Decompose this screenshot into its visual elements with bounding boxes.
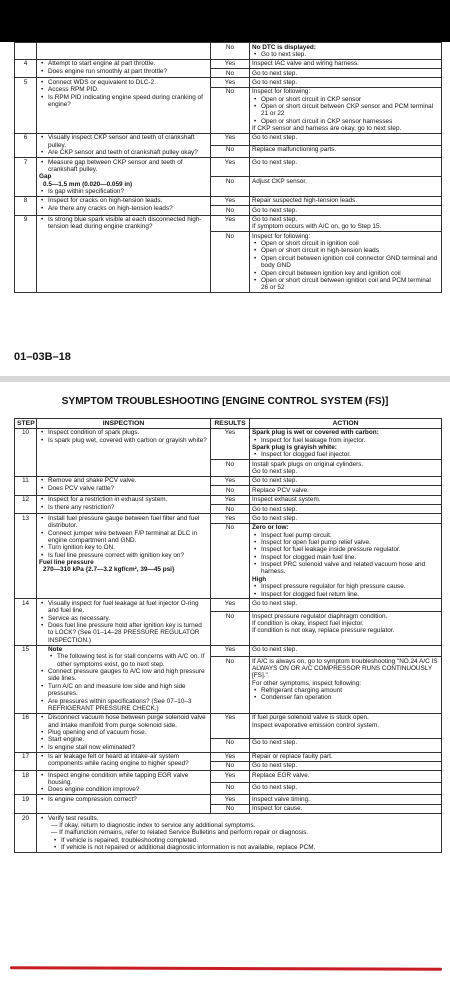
action-text: Go to next step. bbox=[252, 599, 298, 607]
bullet-item: • Condenser fan operation bbox=[261, 694, 439, 701]
action-text: Inspect evaporative emission control system. bbox=[252, 721, 380, 729]
bullet-item: • Turn ignition key to ON. bbox=[48, 544, 208, 551]
action-cell bbox=[250, 59, 442, 68]
red-underline-mark bbox=[10, 966, 442, 971]
action-text: Go to next step. bbox=[252, 646, 298, 654]
final-line: — If malfunction remains, refer to related Service Bulletins and perform repair or diagnosis. bbox=[51, 829, 309, 837]
bullet-item: • Inspect for fuel leakage from injector. bbox=[261, 437, 439, 444]
bullet-item: • Install fuel pressure gauge between fuel filter and fuel distributor. bbox=[48, 515, 208, 530]
inspection-list bbox=[39, 714, 208, 751]
step-cell: 10 bbox=[15, 428, 37, 476]
action-heading: Zero or low: bbox=[252, 524, 289, 532]
table-row bbox=[15, 752, 442, 761]
action-cell bbox=[250, 177, 442, 196]
step-cell: 19 bbox=[15, 795, 37, 814]
action-cell bbox=[250, 133, 442, 145]
inspection-cell bbox=[37, 495, 211, 514]
step-cell: 17 bbox=[15, 752, 37, 771]
action-text: Replace PCV valve. bbox=[252, 486, 309, 494]
action-text: Inspect for cause. bbox=[252, 805, 303, 813]
action-cell bbox=[250, 713, 442, 738]
action-list bbox=[252, 583, 439, 598]
action-text: Go to next step. bbox=[252, 206, 298, 214]
inspection-cell bbox=[37, 645, 211, 713]
spec-value: 270—310 kPa {2.7—3.2 kgf/cm², 39—45 psi} bbox=[43, 566, 175, 574]
result-cell: Yes bbox=[211, 771, 250, 783]
bullet-item: • Inspect for clogged fuel injector. bbox=[261, 451, 439, 458]
bullet-item: • Inspect for open fuel pump relief valve. bbox=[261, 539, 439, 546]
result-cell: Yes bbox=[211, 645, 250, 657]
action-text: Replace malfunctioning parts. bbox=[252, 146, 337, 154]
result-cell: No bbox=[211, 206, 250, 215]
symptom-troubleshooting-table bbox=[14, 418, 442, 853]
inspection-cell bbox=[37, 133, 211, 157]
step-cell: 12 bbox=[15, 495, 37, 514]
bullet-item: • Inspect condition of spark plugs. bbox=[48, 429, 208, 436]
result-cell: Yes bbox=[211, 196, 250, 205]
step-cell: 16 bbox=[15, 713, 37, 752]
result-cell: Yes bbox=[211, 59, 250, 68]
action-cell bbox=[250, 612, 442, 645]
bullet-item: • Measure gap between CKP sensor and teeth of crankshaft pulley. bbox=[48, 159, 208, 174]
table-row bbox=[15, 196, 442, 205]
header-step: STEP bbox=[15, 419, 37, 429]
bullet-item: • Inspect for cracks on high-tension leads. bbox=[48, 197, 208, 204]
action-text: Inspect for following: bbox=[252, 88, 311, 96]
action-heading: Spark plug is wet or covered with carbon: bbox=[252, 429, 379, 437]
result-cell: No bbox=[211, 738, 250, 752]
action-list bbox=[252, 51, 439, 58]
action-text: Inspect valve timing. bbox=[252, 795, 310, 803]
table-row bbox=[15, 133, 442, 145]
bullet-item: • Are there any cracks on high-tension leads? bbox=[48, 205, 208, 212]
bullet-item: • Verify test results. bbox=[48, 815, 439, 822]
action-text: Go to next step. bbox=[252, 158, 298, 166]
result-cell: Yes bbox=[211, 158, 250, 177]
action-list bbox=[252, 451, 439, 458]
result-cell: Yes bbox=[211, 428, 250, 459]
action-cell bbox=[250, 87, 442, 133]
action-text: Adjust CKP sensor. bbox=[252, 177, 307, 185]
bullet-item: • Open circuit between ignition key and ignition coil bbox=[261, 270, 439, 277]
action-text: Go to next step. bbox=[252, 468, 298, 476]
result-cell: No bbox=[211, 232, 250, 293]
step-cell: 5 bbox=[15, 78, 37, 134]
note-label: Note bbox=[48, 646, 63, 654]
action-text: Inspect for following: bbox=[252, 232, 311, 240]
bullet-item: • If vehicle is repaired, troubleshooting completed. bbox=[61, 837, 439, 844]
step-cell: 8 bbox=[15, 196, 37, 215]
action-text: Go to next step. bbox=[252, 514, 298, 522]
action-list bbox=[252, 96, 439, 125]
result-cell: Yes bbox=[211, 599, 250, 612]
result-cell: Yes bbox=[211, 476, 250, 485]
action-text: Go to next step. bbox=[252, 216, 298, 224]
bullet-item: • Connect pressure gauges to A/C low and high pressure side lines. bbox=[48, 668, 208, 683]
bullet-item: • Open or short circuit in CKP sensor bbox=[261, 96, 439, 103]
bullet-item: • Is engine stall now eliminated? bbox=[48, 744, 208, 751]
bullet-item: • Attempt to start engine at part throttle. bbox=[48, 60, 208, 67]
action-heading: High bbox=[252, 575, 267, 583]
inspection-list bbox=[39, 668, 208, 712]
action-cell bbox=[250, 657, 442, 714]
bullet-item: • Open or short circuit in CKP sensor harnesses bbox=[261, 118, 439, 125]
action-cell bbox=[250, 645, 442, 657]
action-cell bbox=[250, 523, 442, 599]
bullet-item: • Inspect for clogged fuel return line. bbox=[261, 591, 439, 598]
bullet-item: • Is air leakage felt or heard at intake-air system components while racing engine to higher speed? bbox=[48, 753, 208, 768]
action-cell bbox=[250, 215, 442, 232]
table-row bbox=[15, 43, 442, 60]
result-cell: No bbox=[211, 804, 250, 813]
step-cell bbox=[15, 43, 37, 60]
spec-label: Gap bbox=[39, 173, 52, 181]
action-text: Go to next step. bbox=[252, 762, 298, 770]
bullet-item: • Is fuel line pressure correct with ignition key on? bbox=[48, 552, 208, 559]
action-cell bbox=[250, 43, 442, 60]
inspection-list bbox=[39, 79, 208, 108]
action-heading: Spark plug is grayish white: bbox=[252, 444, 337, 452]
action-text: Go to next step. bbox=[252, 477, 298, 485]
step-cell: 7 bbox=[15, 158, 37, 197]
table-row bbox=[15, 771, 442, 783]
table-row-final bbox=[15, 814, 442, 853]
table-row bbox=[15, 78, 442, 87]
top-black-bar bbox=[0, 0, 450, 42]
bullet-item: • The following test is for stall concerns with A/C on. If other symptoms exist, go to next step. bbox=[57, 653, 208, 668]
table-row bbox=[15, 713, 442, 738]
action-cell bbox=[250, 145, 442, 157]
bullet-item: • Open or short circuit between ignition coil and PCM terminal 26 or 52 bbox=[261, 277, 439, 292]
result-cell: No bbox=[211, 657, 250, 714]
action-text: Repair or replace faulty part. bbox=[252, 753, 333, 761]
final-line: — If okay, return to diagnostic index to service any additional symptoms. bbox=[51, 821, 256, 829]
inspection-cell bbox=[37, 752, 211, 771]
action-text: If condition is okay, inspect fuel injector. bbox=[252, 620, 364, 628]
action-cell bbox=[250, 69, 442, 78]
result-cell: No bbox=[211, 523, 250, 599]
bullet-item: • Are CKP sensor and teeth of crankshaft pulley okay? bbox=[48, 149, 208, 156]
bullet-item: • Does fuel line pressure hold after ignition key is turned to LOCK? (See 01–14–28 PRESSURE REGULATOR INSPECTION.) bbox=[48, 622, 208, 644]
inspection-list bbox=[39, 515, 208, 559]
table-row bbox=[15, 59, 442, 68]
bullet-item: • Is spark plug wet, covered with carbon or grayish white? bbox=[48, 437, 208, 444]
action-heading: No DTC is displayed: bbox=[252, 43, 316, 51]
action-cell bbox=[250, 78, 442, 87]
action-list bbox=[252, 532, 439, 576]
table-row bbox=[15, 599, 442, 612]
bullet-item: • Inspect for clogged main fuel line. bbox=[261, 554, 439, 561]
action-cell bbox=[250, 599, 442, 612]
header-results: RESULTS bbox=[211, 419, 250, 429]
page-title: SYMPTOM TROUBLESHOOTING [ENGINE CONTROL SYSTEM (FS)] bbox=[61, 396, 389, 407]
step-cell: 15 bbox=[15, 645, 37, 713]
action-cell bbox=[250, 428, 442, 459]
result-cell: Yes bbox=[211, 752, 250, 761]
table-header-row bbox=[15, 419, 442, 429]
action-cell bbox=[250, 761, 442, 770]
action-text: Go to next step. bbox=[252, 134, 298, 142]
table-row bbox=[15, 158, 442, 177]
page-number: 01–03B–18 bbox=[14, 351, 71, 363]
step-cell: 4 bbox=[15, 59, 37, 78]
action-text: Inspect IAC valve and wiring harness. bbox=[252, 60, 359, 68]
spec-value: 0.5—1.5 mm (0.020—0.059 in) bbox=[43, 180, 133, 188]
bullet-item: • Go to next step. bbox=[261, 51, 439, 58]
bullet-item: • Does engine run smoothly at part throttle? bbox=[48, 68, 208, 75]
action-cell bbox=[250, 476, 442, 485]
result-cell: No bbox=[211, 43, 250, 60]
final-step-cell bbox=[37, 814, 442, 853]
action-list bbox=[252, 687, 439, 702]
action-text: If A/C is always on, go to symptom troubleshooting "NO.24 A/C IS ALWAYS ON OR A/C COMPRESSOR RUNS CONTINUOUSLY [FS]." bbox=[252, 657, 438, 680]
bullet-item: • Connect WDS or equivalent to DLC-2. bbox=[48, 79, 208, 86]
inspection-cell bbox=[37, 476, 211, 495]
step-cell: 18 bbox=[15, 771, 37, 795]
action-text: Inspect exhaust system. bbox=[252, 496, 321, 504]
bullet-item: • Is there any restriction? bbox=[48, 504, 208, 511]
bullet-item: • Open or short circuit in high-tension leads bbox=[261, 247, 439, 254]
bullet-item: • Remove and shake PCV valve. bbox=[48, 477, 208, 484]
troubleshooting-table-continued bbox=[14, 42, 442, 293]
result-cell: Yes bbox=[211, 495, 250, 504]
bullet-item: • Open or short circuit in ignition coil bbox=[261, 240, 439, 247]
bullet-item: • Is strong blue spark visible at each disconnected high-tension lead during engine cranking? bbox=[48, 216, 208, 231]
result-cell: Yes bbox=[211, 215, 250, 232]
table-row bbox=[15, 645, 442, 657]
inspection-cell bbox=[37, 599, 211, 645]
action-text: If symptom occurs with A/C on, go to Step 15. bbox=[252, 223, 382, 231]
action-cell bbox=[250, 783, 442, 795]
inspection-cell bbox=[37, 59, 211, 78]
action-cell bbox=[250, 232, 442, 293]
table-row bbox=[15, 795, 442, 804]
header-inspection: INSPECTION bbox=[37, 419, 211, 429]
bullet-item: • Inspect engine condition while tapping EGR valve housing. bbox=[48, 772, 208, 787]
step-cell: 14 bbox=[15, 599, 37, 645]
action-text: Go to next step. bbox=[252, 78, 298, 86]
bullet-item: • Turn A/C on and measure low side and high side pressures. bbox=[48, 683, 208, 698]
bullet-item: • Connect jumper wire between F/P terminal at DLC in engine compartment and GND. bbox=[48, 530, 208, 545]
inspection-list bbox=[39, 159, 208, 174]
result-cell: Yes bbox=[211, 133, 250, 145]
result-cell: Yes bbox=[211, 78, 250, 87]
action-text: If condition is not okay, replace pressure regulator. bbox=[252, 627, 395, 635]
bullet-item: • If vehicle is not repaired or additional diagnostic information is not available, replace PCM. bbox=[61, 844, 439, 851]
bullet-item: • Is engine compression correct? bbox=[48, 796, 208, 803]
table-row bbox=[15, 476, 442, 485]
bullet-item: • Is gap within specification? bbox=[48, 188, 208, 195]
bullet-item: • Inspect PRC solenoid valve and related vacuum hose and harness. bbox=[261, 561, 439, 576]
bullet-item: • Visually inspect for fuel leakage at fuel injector O-ring and fuel line. bbox=[48, 600, 208, 615]
bullet-item: • Open circuit between ignition coil connector GND terminal and body GND bbox=[261, 255, 439, 270]
bullet-item: • Inspect for fuel leakage inside pressure regulator. bbox=[261, 546, 439, 553]
step-cell: 11 bbox=[15, 476, 37, 495]
action-cell bbox=[250, 795, 442, 804]
result-cell: Yes bbox=[211, 514, 250, 523]
action-cell bbox=[250, 804, 442, 813]
header-action: ACTION bbox=[250, 419, 442, 429]
spec-label: Fuel line pressure bbox=[39, 559, 94, 567]
action-list bbox=[252, 437, 439, 444]
bullet-item: • Open or short circuit between CKP sensor and PCM terminal 21 or 22 bbox=[261, 103, 439, 118]
step-cell: 20 bbox=[15, 814, 37, 853]
action-cell bbox=[250, 486, 442, 495]
action-cell bbox=[250, 771, 442, 783]
result-cell: No bbox=[211, 145, 250, 157]
action-text: Go to next step. bbox=[252, 739, 298, 747]
result-cell: No bbox=[211, 69, 250, 78]
result-cell: No bbox=[211, 177, 250, 196]
step-cell: 9 bbox=[15, 215, 37, 293]
inspection-list bbox=[39, 188, 208, 195]
inspection-cell bbox=[37, 196, 211, 215]
action-text: Go to next step. bbox=[252, 69, 298, 77]
inspection-cell bbox=[37, 713, 211, 752]
action-text: Repair suspected high-tension leads. bbox=[252, 197, 358, 205]
action-cell bbox=[250, 495, 442, 504]
final-bullets bbox=[39, 837, 439, 852]
bullet-item: • Plug opening end of vacuum hose. bbox=[48, 729, 208, 736]
action-list bbox=[252, 240, 439, 292]
action-text: Replace EGR valve. bbox=[252, 771, 310, 779]
inspection-cell bbox=[37, 215, 211, 293]
final-list bbox=[39, 815, 439, 822]
action-text: Inspect pressure regulator diaphragm condition. bbox=[252, 612, 388, 620]
action-text: If CKP sensor and harness are okay, go to next step. bbox=[252, 125, 402, 133]
action-cell bbox=[250, 206, 442, 215]
result-cell: No bbox=[211, 505, 250, 514]
inspection-list bbox=[39, 496, 208, 511]
table-row bbox=[15, 215, 442, 232]
inspection-cell bbox=[37, 514, 211, 599]
bullet-item: • Inspect for a restriction in exhaust system. bbox=[48, 496, 208, 503]
inspection-list bbox=[39, 134, 208, 156]
action-text: Go to next step. bbox=[252, 505, 298, 513]
bullet-item: • Inspect pressure regulator for high pressure cause. bbox=[261, 583, 439, 590]
action-cell bbox=[250, 738, 442, 752]
action-text: Install spark plugs on original cylinders. bbox=[252, 460, 364, 468]
bullet-item: • Refrigerant charging amount bbox=[261, 687, 439, 694]
bullet-item: • Is RPM PID indicating engine speed during cranking of engine? bbox=[48, 94, 208, 109]
note-list bbox=[39, 653, 208, 668]
inspection-cell bbox=[37, 795, 211, 814]
step-cell: 13 bbox=[15, 514, 37, 599]
bullet-item: • Are pressures within specifications? (See 07–10–3 REFRIGERANT PRESSURE CHECK.) bbox=[48, 698, 208, 713]
bullet-item: • Access RPM PID. bbox=[48, 86, 208, 93]
result-cell: No bbox=[211, 612, 250, 645]
action-cell bbox=[250, 460, 442, 477]
result-cell: No bbox=[211, 87, 250, 133]
bullet-item: • Service as necessary. bbox=[48, 615, 208, 622]
bullet-item: • Visually inspect CKP sensor and teeth of crankshaft pulley. bbox=[48, 134, 208, 149]
inspection-cell bbox=[37, 428, 211, 476]
inspection-list bbox=[39, 197, 208, 212]
bullet-item: • Disconnect vacuum hose between purge solenoid valve and intake manifold from purge solenoid side. bbox=[48, 714, 208, 729]
table-row bbox=[15, 495, 442, 504]
inspection-cell bbox=[37, 158, 211, 197]
inspection-list bbox=[39, 216, 208, 231]
inspection-list bbox=[39, 600, 208, 644]
action-cell bbox=[250, 514, 442, 523]
bullet-item: • Inspect fuel pump circuit. bbox=[261, 532, 439, 539]
inspection-list bbox=[39, 477, 208, 492]
inspection-cell bbox=[37, 78, 211, 134]
step-cell: 6 bbox=[15, 133, 37, 157]
result-cell: No bbox=[211, 486, 250, 495]
result-cell: Yes bbox=[211, 795, 250, 804]
action-text: For other symptoms, inspect following: bbox=[252, 679, 362, 687]
bullet-item: • Start engine. bbox=[48, 736, 208, 743]
inspection-list bbox=[39, 772, 208, 794]
inspection-list bbox=[39, 429, 208, 444]
page-divider bbox=[0, 376, 450, 382]
table-row bbox=[15, 428, 442, 459]
action-cell bbox=[250, 158, 442, 177]
action-cell bbox=[250, 196, 442, 205]
action-text: Go to next step. bbox=[252, 783, 298, 791]
inspection-list bbox=[39, 796, 208, 803]
action-cell bbox=[250, 752, 442, 761]
action-text: If fuel purge solenoid valve is stuck open. bbox=[252, 714, 369, 722]
result-cell: Yes bbox=[211, 713, 250, 738]
bullet-item: • Does engine condition improve? bbox=[48, 786, 208, 793]
result-cell: No bbox=[211, 761, 250, 770]
inspection-cell bbox=[37, 43, 211, 60]
table-row bbox=[15, 514, 442, 523]
action-cell bbox=[250, 505, 442, 514]
inspection-list bbox=[39, 753, 208, 768]
result-cell: No bbox=[211, 783, 250, 795]
inspection-cell bbox=[37, 771, 211, 795]
inspection-list bbox=[39, 60, 208, 75]
result-cell: No bbox=[211, 460, 250, 477]
bullet-item: • Does PCV valve rattle? bbox=[48, 485, 208, 492]
